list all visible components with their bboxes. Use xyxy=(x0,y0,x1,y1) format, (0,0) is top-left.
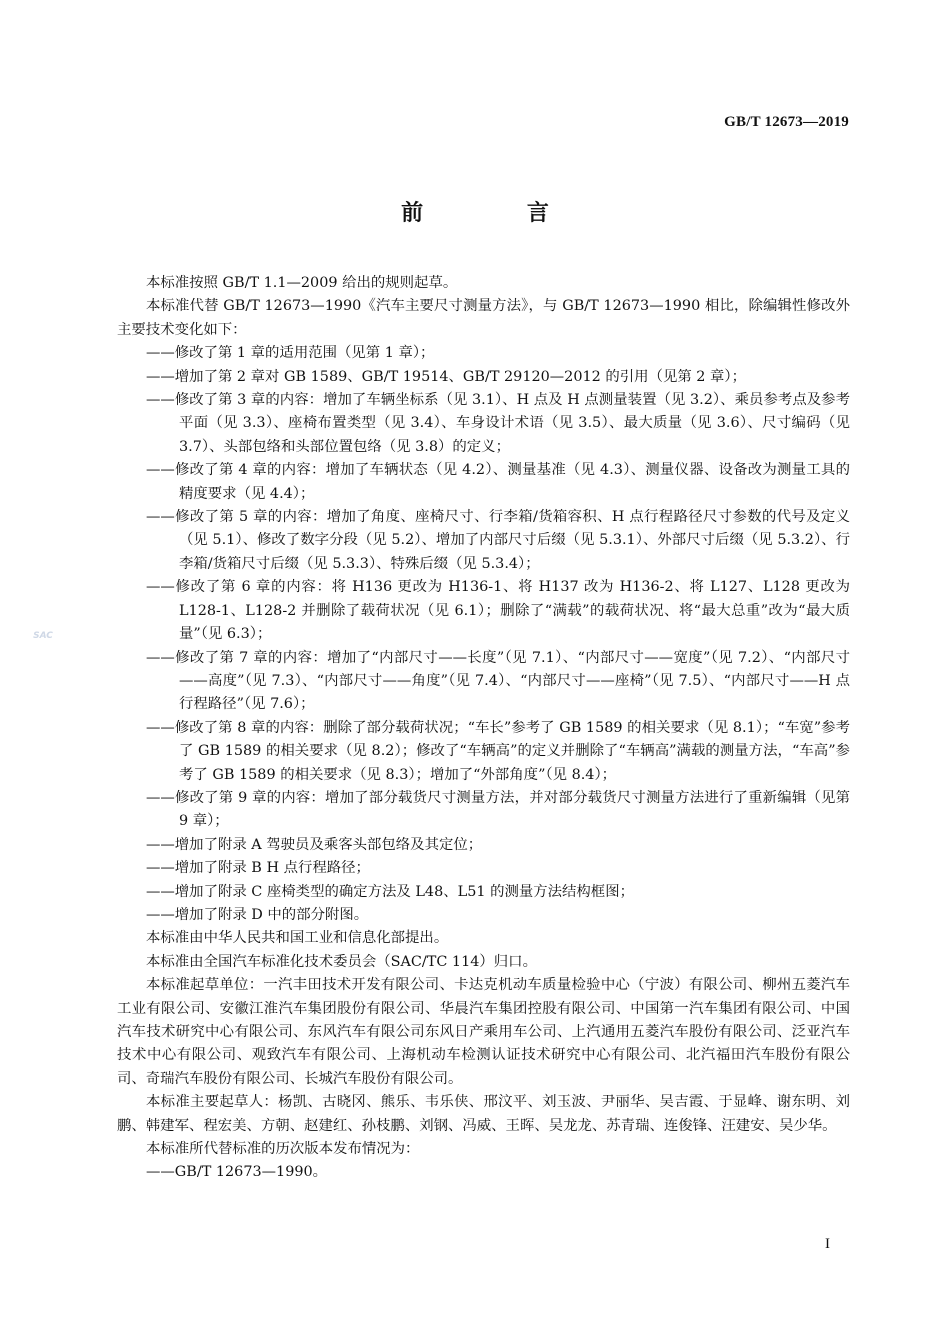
change-item: ——修改了第 5 章的内容：增加了角度、座椅尺寸、行李箱/货箱容积、H 点行程路径尺寸参数的代号及定义（见 5.1）、修改了数字分段（见 5.2）、增加了内部尺寸后缀（见 5.3.1）、外部尺寸后缀（见 5.3.2）、行李箱/货箱尺寸后缀（见 5.3.3）、特殊后缀（见 5.3.4）； xyxy=(146,509,850,572)
change-item: ——增加了附录 B H 点行程路径； xyxy=(146,860,370,877)
change-item: ——修改了第 7 章的内容：增加了“内部尺寸——长度”（见 7.1）、“内部尺寸——宽度”（见 7.2）、“内部尺寸——高度”（见 7.3）、“内部尺寸——角度”（见 7.4）、“内部尺寸——座椅”（见 7.5）、“内部尺寸——H 点行程路径”（见 7.6）； xyxy=(146,649,850,713)
change-item: ——修改了第 8 章的内容：删除了部分载荷状况；“车长”参考了 GB 1589 的相关要求（见 8.1）；“车宽”参考了 GB 1589 的相关要求（见 8.2）；修改了“车辆高”的定义并删除了“车辆高”满载的测量方法，“车高”参考了 GB 1589 的相关要求（见 8.3）；增加了“外部角度”（见 8.4）； xyxy=(146,719,850,783)
paragraph: 本标准由全国汽车标准化技术委员会（SAC/TC 114）归口。 xyxy=(146,953,537,970)
change-item: ——修改了第 9 章的内容：增加了部分载货尺寸测量方法，并对部分载货尺寸测量方法进行了重新编辑（见第 9 章）； xyxy=(146,789,850,830)
change-item: ——修改了第 6 章的内容：将 H136 更改为 H136-1、将 H137 改为 H136-2、将 L127、L128 更改为 L128-1、L128-2 并删除了载荷状况（见 6.1）；删除了“满载”的载荷状况、将“最大总重”改为“最大质量”（见 6.3）； xyxy=(146,579,850,643)
history-item: ——GB/T 12673—1990。 xyxy=(146,1164,328,1181)
drafting-units-paragraph: 本标准起草单位：一汽丰田技术开发有限公司、卡达克机动车质量检验中心（宁波）有限公司、柳州五菱汽车工业有限公司、安徽江淮汽车集团股份有限公司、华晨汽车集团控股有限公司、中国第一汽车集团有限公司、中国汽车技术研究中心有限公司、东风汽车有限公司东风日产乘用车公司、上汽通用五菱汽车股份有限公司、泛亚汽车技术中心有限公司、观致汽车有限公司、上海机动车检测认证技术研究中心有限公司、北汽福田汽车股份有限公司、奇瑞汽车股份有限公司、长城汽车股份有限公司。 xyxy=(117,977,850,1087)
change-item: ——修改了第 1 章的适用范围（见第 1 章）； xyxy=(146,345,435,362)
paragraph: 本标准代替 GB/T 12673—1990《汽车主要尺寸测量方法》，与 GB/T 12673—1990 相比，除编辑性修改外主要技术变化如下： xyxy=(117,298,850,338)
sac-watermark-logo: SAC xyxy=(33,631,53,641)
change-item: ——增加了第 2 章对 GB 1589、GB/T 19514、GB/T 29120—2012 的引用（见第 2 章）； xyxy=(146,368,747,385)
change-item: ——增加了附录 D 中的部分附图。 xyxy=(146,906,369,923)
page-number: I xyxy=(825,1236,830,1252)
change-item: ——修改了第 4 章的内容：增加了车辆状态（见 4.2）、测量基准（见 4.3）、测量仪器、设备改为测量工具的精度要求（见 4.4）； xyxy=(146,462,850,502)
standard-code-header: GB/T 12673—2019 xyxy=(724,114,849,130)
change-item: ——增加了附录 C 座椅类型的确定方法及 L48、L51 的测量方法结构框图； xyxy=(146,883,634,900)
drafters-paragraph: 本标准主要起草人：杨凯、古晓冈、熊乐、韦乐侠、邢汶平、刘玉波、尹丽华、吴吉霞、于显峰、谢东明、刘鹏、韩建军、程宏美、方朝、赵建红、孙枝鹏、刘钢、冯威、王晖、吴龙龙、苏青瑞、连俊锋、汪建安、吴少华。 xyxy=(117,1094,850,1134)
foreword-body xyxy=(117,272,850,1185)
paragraph: 本标准所代替标准的历次版本发布情况为： xyxy=(146,1141,420,1158)
paragraph: 本标准按照 GB/T 1.1—2009 给出的规则起草。 xyxy=(146,275,458,291)
paragraph: 本标准由中华人民共和国工业和信息化部提出。 xyxy=(146,930,449,947)
change-item: ——修改了第 3 章的内容：增加了车辆坐标系（见 3.1）、H 点及 H 点测量装置（见 3.2）、乘员参考点及参考平面（见 3.3）、座椅布置类型（见 3.4）、车身设计术语（见 3.5）、最大质量（见 3.6）、尺寸编码（见 3.7）、头部包络和头部位置包络（见 3.8）的定义； xyxy=(146,392,850,455)
change-item: ——增加了附录 A 驾驶员及乘客头部包络及其定位； xyxy=(146,836,483,853)
page-title: 前 言 xyxy=(401,201,597,226)
